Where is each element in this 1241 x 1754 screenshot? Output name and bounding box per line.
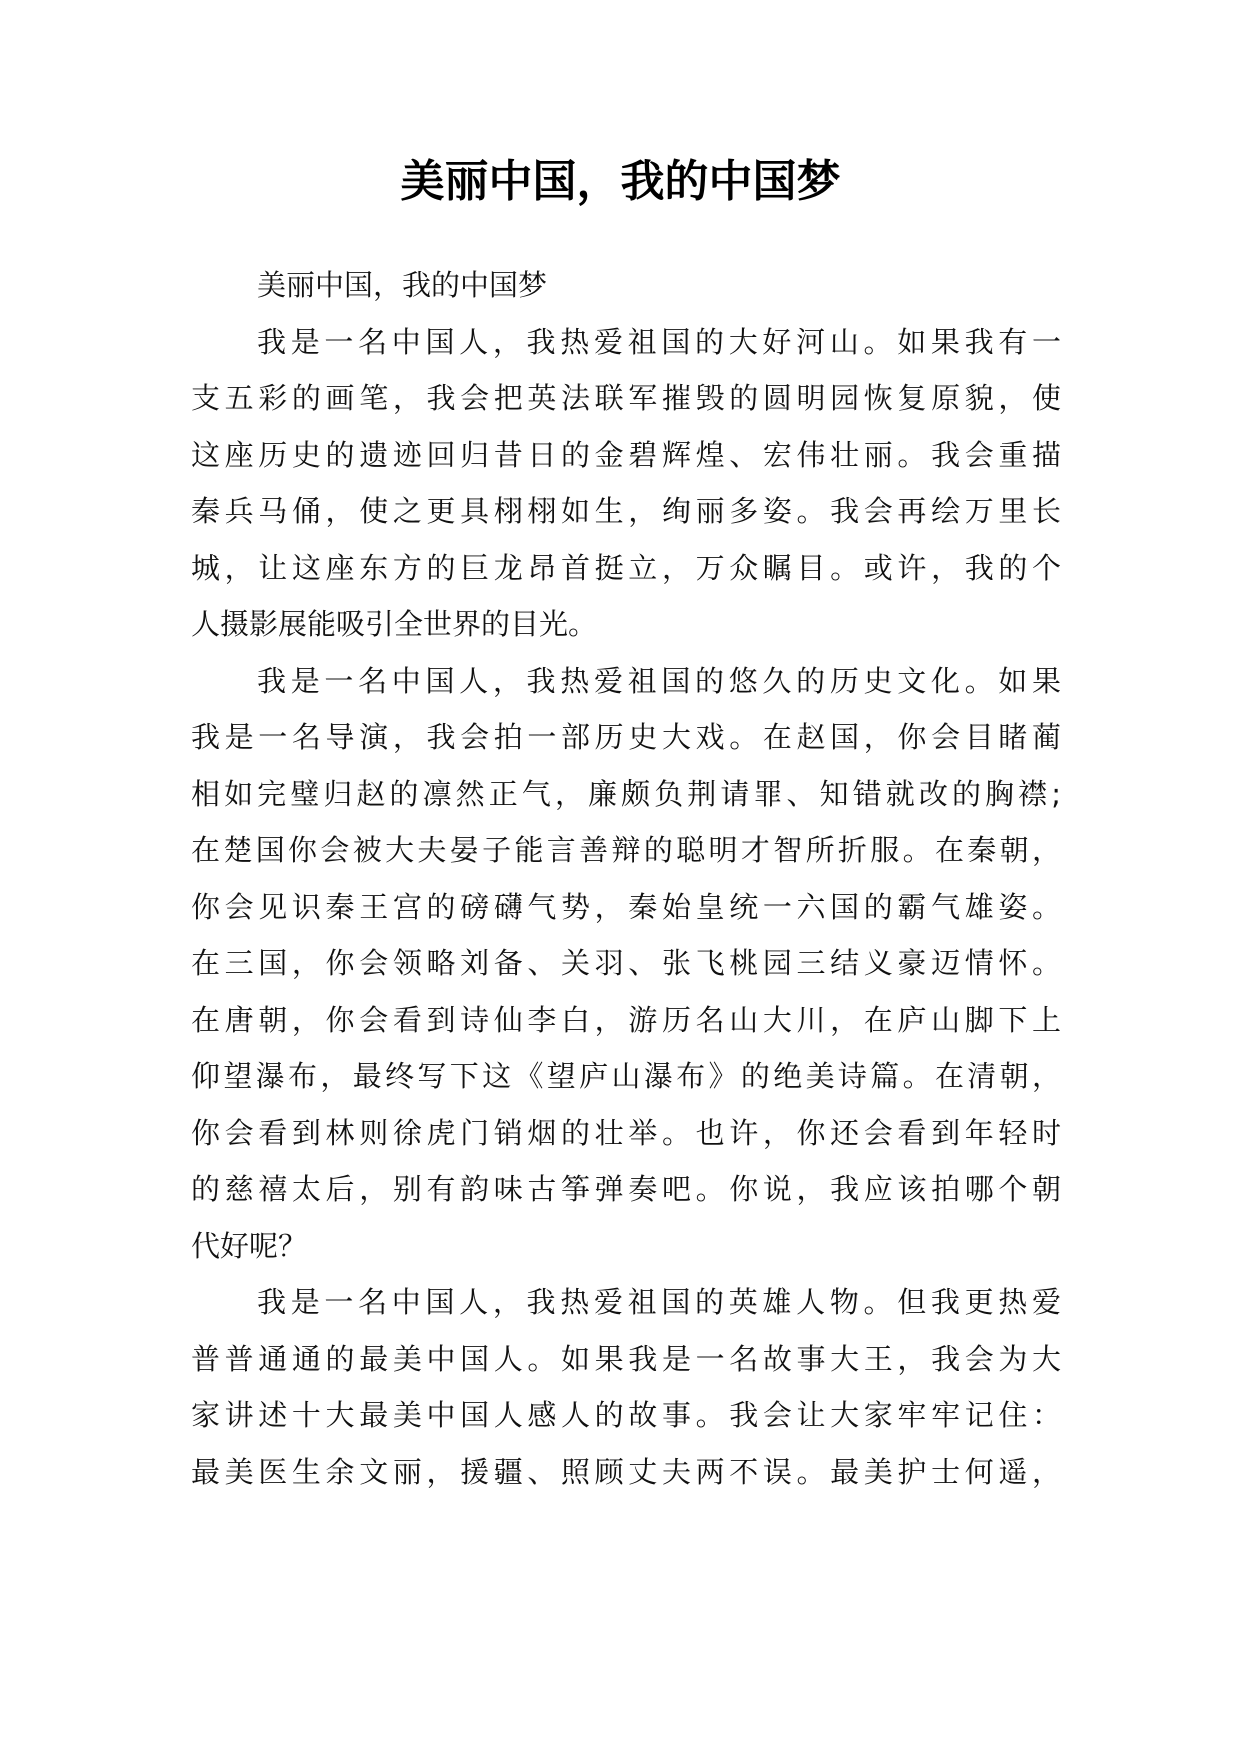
document-title: 美丽中国，我的中国梦: [400, 156, 841, 207]
paragraph-2-line: 在三国，你会领略刘备、关羽、张飞桃园三结义豪迈情怀。: [191, 946, 1061, 980]
paragraph-3-line: 普普通通的最美中国人。如果我是一名故事大王，我会为大: [191, 1341, 1061, 1376]
paragraph-1-line: 我是一名中国人，我热爱祖国的大好河山。如果我有一: [257, 324, 1061, 359]
document-body: [191, 257, 1061, 1500]
paragraph-2-line: 相如完璧归赵的凛然正气，廉颇负荆请罪、知错就改的胸襟;: [191, 776, 1061, 811]
paragraph-3-line: 我是一名中国人，我热爱祖国的英雄人物。但我更热爱: [257, 1285, 1061, 1319]
paragraph-2-line: 仰望瀑布，最终写下这《望庐山瀑布》的绝美诗篇。在清朝，: [191, 1059, 1061, 1093]
paragraph-2-line: 我是一名导演，我会拍一部历史大戏。在赵国，你会目睹蔺: [191, 720, 1061, 754]
paragraph-2-line: 代好呢？: [191, 1228, 308, 1263]
paragraph-2-line: 的慈禧太后，别有韵味古筝弹奏吧。你说，我应该拍哪个朝: [191, 1172, 1061, 1206]
paragraph-1-line: 这座历史的遗迹回归昔日的金碧辉煌、宏伟壮丽。我会重描: [191, 437, 1061, 472]
paragraph-1-line: 城，让这座东方的巨龙昂首挺立，万众瞩目。或许，我的个: [191, 550, 1061, 585]
paragraph-1-line: 人摄影展能吸引全世界的目光。: [191, 607, 598, 641]
paragraph-2-line: 你会见识秦王宫的磅礴气势，秦始皇统一六国的霸气雄姿。: [191, 889, 1061, 924]
paragraph-1-line: 秦兵马俑，使之更具栩栩如生，绚丽多姿。我会再绘万里长: [191, 494, 1061, 528]
paragraph-1-line: 支五彩的画笔，我会把英法联军摧毁的圆明园恢复原貌，使: [191, 381, 1061, 415]
paragraph-3-line: 最美医生余文丽，援疆、照顾丈夫两不误。最美护士何遥，: [191, 1454, 1061, 1489]
paragraph-heading-line: 美丽中国，我的中国梦: [257, 268, 548, 302]
paragraph-2-line: 我是一名中国人，我热爱祖国的悠久的历史文化。如果: [257, 663, 1061, 698]
paragraph-2-line: 在楚国你会被大夫晏子能言善辩的聪明才智所折服。在秦朝，: [191, 833, 1061, 867]
paragraph-2-line: 在唐朝，你会看到诗仙李白，游历名山大川，在庐山脚下上: [191, 1002, 1061, 1037]
paragraph-3-line: 家讲述十大最美中国人感人的故事。我会让大家牢牢记住：: [191, 1398, 1061, 1432]
paragraph-2-line: 你会看到林则徐虎门销烟的壮举。也许，你还会看到年轻时: [191, 1115, 1061, 1150]
